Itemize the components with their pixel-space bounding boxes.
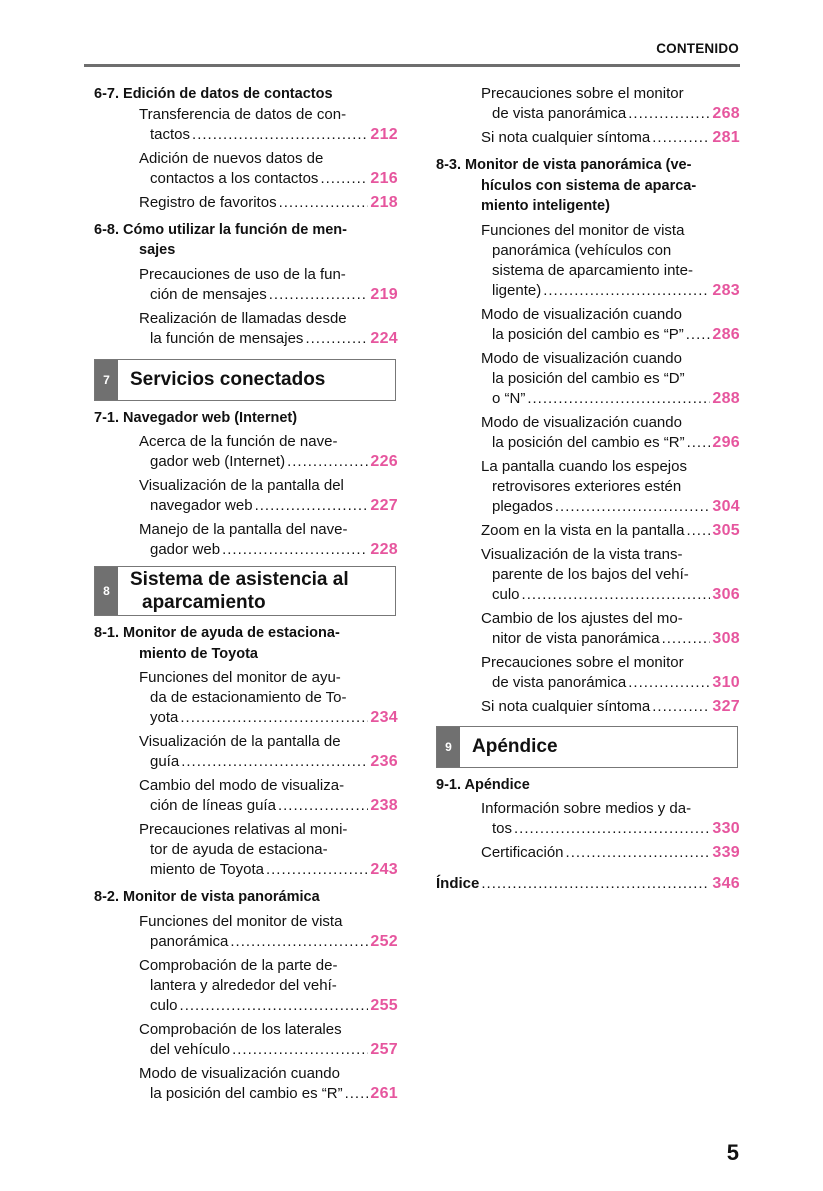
entry-text: del vehículo xyxy=(150,1040,231,1058)
section-title: Edición de datos de contactos xyxy=(123,86,333,102)
entry-text: culo xyxy=(150,996,178,1014)
leader-dots xyxy=(686,521,710,541)
page-link[interactable]: 306 xyxy=(712,585,740,603)
entry-text: lantera y alrededor del vehí- xyxy=(150,976,337,994)
chapter-banner-8[interactable] xyxy=(94,566,396,616)
entry-text: guía xyxy=(150,753,180,770)
entry-text: de vista panorámica xyxy=(492,105,627,122)
entry-text: la posición del cambio es “D” xyxy=(492,369,685,387)
chapter-number: 9 xyxy=(437,727,460,767)
entry-text: Visualización de la vista trans- xyxy=(481,545,683,563)
toc-entry[interactable] xyxy=(94,912,398,952)
entry-text: ción de líneas guía xyxy=(150,797,276,814)
section-number: 8-1. xyxy=(94,625,119,641)
toc-entry[interactable] xyxy=(436,799,740,839)
toc-entry[interactable] xyxy=(94,432,398,472)
chapter-banner-7[interactable] xyxy=(94,359,396,401)
leader-dots xyxy=(180,708,368,728)
entry-text: Transferencia de datos de con- xyxy=(139,105,347,123)
entry-text: Comprobación de los laterales xyxy=(139,1020,342,1038)
leader-dots xyxy=(543,281,710,301)
page-link[interactable]: 339 xyxy=(712,844,740,861)
chapter-number: 8 xyxy=(95,567,118,615)
section-heading-6-7[interactable] xyxy=(94,84,398,105)
entry-text: Modo de visualización cuando xyxy=(481,413,682,431)
leader-dots xyxy=(278,796,368,816)
toc-entry[interactable] xyxy=(94,956,398,1016)
leader-dots xyxy=(522,585,711,605)
entry-text: o “N” xyxy=(492,389,526,407)
entry-text: tor de ayuda de estaciona- xyxy=(150,841,328,858)
leader-dots xyxy=(287,452,368,472)
entry-text: Cambio de los ajustes del mo- xyxy=(481,609,683,627)
entry-text: ción de mensajes xyxy=(150,285,267,303)
leader-dots xyxy=(652,697,710,717)
section-heading-8-2[interactable] xyxy=(94,887,398,908)
entry-text: tos xyxy=(492,820,513,837)
leader-dots xyxy=(192,125,368,145)
chapter-title-line: Sistema de asistencia al xyxy=(130,569,349,590)
leader-dots xyxy=(652,128,710,148)
section-number: 6-7. xyxy=(94,86,119,102)
page-link[interactable]: 228 xyxy=(370,541,398,558)
entry-text: sistema de aparcamiento inte- xyxy=(492,261,693,279)
toc-left-column xyxy=(94,84,398,1104)
leader-dots xyxy=(628,104,710,124)
entry-text: panorámica xyxy=(150,932,229,950)
chapter-title: Servicios conectados xyxy=(130,369,326,390)
header-divider xyxy=(84,64,740,67)
leader-dots xyxy=(279,193,369,213)
leader-dots xyxy=(181,752,368,772)
entry-text: tactos xyxy=(150,125,191,143)
leader-dots xyxy=(555,497,711,517)
entry-text: la posición del cambio es “R” xyxy=(150,1084,343,1102)
toc-entry[interactable] xyxy=(94,193,398,213)
entry-text: Funciones del monitor de vista xyxy=(139,912,343,930)
leader-dots xyxy=(527,389,710,409)
entry-text: Visualización de la pantalla de xyxy=(139,733,341,750)
chapter-number: 7 xyxy=(95,360,118,400)
section-title-cont: miento inteligente) xyxy=(481,198,610,214)
page-link[interactable]: 236 xyxy=(370,753,398,770)
entry-text: Precauciones sobre el monitor xyxy=(481,85,684,102)
entry-text: gador web xyxy=(150,541,221,558)
toc-entry[interactable] xyxy=(94,309,398,349)
leader-dots xyxy=(230,932,368,952)
toc-entry[interactable] xyxy=(436,457,740,517)
page-link[interactable]: 268 xyxy=(712,105,740,122)
entry-text: Visualización de la pantalla del xyxy=(139,477,344,494)
page-link[interactable]: 238 xyxy=(370,797,398,814)
page-link[interactable]: 212 xyxy=(370,125,398,143)
chapter-title: Apéndice xyxy=(472,736,558,757)
entry-text: nitor de vista panorámica xyxy=(492,629,660,647)
section-title: Apéndice xyxy=(464,776,530,793)
section-title-cont: sajes xyxy=(139,242,176,258)
page-link[interactable]: 257 xyxy=(370,1040,398,1058)
toc-entry[interactable] xyxy=(436,521,740,541)
leader-dots xyxy=(686,325,711,345)
page-link[interactable]: 305 xyxy=(712,521,740,539)
page-link[interactable]: 283 xyxy=(712,281,740,299)
entry-text: Adición de nuevos datos de xyxy=(139,149,324,167)
page-link[interactable]: 216 xyxy=(370,169,398,187)
entry-text: la función de mensajes xyxy=(150,329,304,347)
leader-dots xyxy=(628,673,710,693)
toc-entry[interactable] xyxy=(436,128,740,148)
leader-dots xyxy=(514,819,710,839)
entry-text: yota xyxy=(150,709,179,726)
toc-entry[interactable] xyxy=(94,105,398,145)
page-link[interactable]: 261 xyxy=(370,1084,398,1102)
toc-entry[interactable] xyxy=(94,820,398,880)
page-link[interactable]: 255 xyxy=(370,996,398,1014)
toc-entry[interactable] xyxy=(436,305,740,345)
entry-text: la posición del cambio es “R” xyxy=(492,433,685,451)
entry-text: Si nota cualquier síntoma xyxy=(481,697,651,715)
section-heading-9-1[interactable] xyxy=(436,775,740,796)
entry-text: culo xyxy=(492,585,520,603)
toc-entry[interactable] xyxy=(436,221,740,301)
entry-text: Modo de visualización cuando xyxy=(139,1064,340,1082)
entry-text: Manejo de la pantalla del nave- xyxy=(139,521,348,538)
entry-text: Acerca de la función de nave- xyxy=(139,433,338,450)
page-link[interactable]: 327 xyxy=(712,697,740,715)
toc-right-column xyxy=(436,84,740,894)
entry-text: Modo de visualización cuando xyxy=(481,349,682,367)
section-title: Monitor de ayuda de estaciona- xyxy=(123,625,340,641)
leader-dots xyxy=(232,1040,368,1060)
toc-entry[interactable] xyxy=(436,413,740,453)
toc-entry[interactable] xyxy=(436,609,740,649)
page-link[interactable]: 281 xyxy=(712,129,740,146)
toc-entry[interactable] xyxy=(94,1064,398,1104)
page-link[interactable]: 330 xyxy=(712,820,740,837)
leader-dots xyxy=(255,496,369,516)
leader-dots xyxy=(345,1084,369,1104)
toc-entry[interactable] xyxy=(94,776,398,816)
leader-dots xyxy=(687,433,711,453)
page-link[interactable]: 304 xyxy=(712,497,740,515)
section-heading-8-1[interactable] xyxy=(94,623,398,664)
entry-text: Funciones del monitor de ayu- xyxy=(139,669,341,686)
toc-entry[interactable] xyxy=(94,520,398,560)
entry-text: La pantalla cuando los espejos xyxy=(481,457,687,475)
section-number: 9-1. xyxy=(436,776,461,793)
page-link[interactable]: 219 xyxy=(370,285,398,303)
section-number: 8-2. xyxy=(94,889,119,905)
entry-text: Registro de favoritos xyxy=(139,193,277,211)
page-link[interactable]: 310 xyxy=(712,673,740,691)
page-link[interactable]: 226 xyxy=(370,453,398,470)
entry-text: Comprobación de la parte de- xyxy=(139,956,338,974)
entry-text: Modo de visualización cuando xyxy=(481,305,682,323)
entry-text: de vista panorámica xyxy=(492,673,627,691)
leader-dots xyxy=(566,843,711,863)
toc-entry[interactable] xyxy=(436,697,740,717)
toc-entry[interactable] xyxy=(94,265,398,305)
chapter-title-line: aparcamiento xyxy=(142,592,266,613)
chapter-title xyxy=(118,567,349,615)
leader-dots xyxy=(266,860,368,880)
toc-entry[interactable] xyxy=(436,843,740,863)
index-entry[interactable] xyxy=(436,874,740,894)
page-link[interactable]: 308 xyxy=(712,629,740,647)
entry-text: Precauciones sobre el monitor xyxy=(481,653,684,671)
section-heading-7-1[interactable] xyxy=(94,408,398,429)
entry-text: navegador web xyxy=(150,497,253,514)
page-link[interactable]: 218 xyxy=(370,193,398,211)
leader-dots xyxy=(662,629,711,649)
entry-text: retrovisores exteriores estén xyxy=(492,477,682,495)
page-link[interactable]: 227 xyxy=(370,497,398,514)
toc-entry[interactable] xyxy=(436,349,740,409)
page-link[interactable]: 234 xyxy=(370,709,398,726)
entry-text: Cambio del modo de visualiza- xyxy=(139,777,345,794)
entry-text: Información sobre medios y da- xyxy=(481,800,692,817)
chapter-banner-9[interactable] xyxy=(436,726,738,768)
page-link[interactable]: 243 xyxy=(370,861,398,878)
leader-dots xyxy=(269,285,369,305)
section-title-cont: miento de Toyota xyxy=(139,645,258,662)
section-title: Monitor de vista panorámica xyxy=(123,889,320,905)
toc-entry[interactable] xyxy=(436,653,740,693)
page-link[interactable]: 252 xyxy=(370,932,398,950)
entry-text: Precauciones de uso de la fun- xyxy=(139,265,346,283)
section-number: 6-8. xyxy=(94,221,119,238)
section-number: 7-1. xyxy=(94,409,119,426)
entry-text: ligente) xyxy=(492,281,542,299)
section-title: Cómo utilizar la función de men- xyxy=(123,221,347,238)
page-header-title: CONTENIDO xyxy=(656,41,739,56)
section-heading-6-8[interactable] xyxy=(94,220,398,261)
entry-text: la posición del cambio es “P” xyxy=(492,325,684,343)
toc-entry[interactable] xyxy=(94,476,398,516)
toc-entry[interactable] xyxy=(94,1020,398,1060)
index-label: Índice xyxy=(436,875,480,892)
entry-text: miento de Toyota xyxy=(150,861,264,878)
page-link[interactable]: 286 xyxy=(712,325,740,343)
toc-entry[interactable] xyxy=(94,732,398,772)
page-link[interactable]: 224 xyxy=(370,329,398,347)
entry-text: Precauciones relativas al moni- xyxy=(139,821,348,838)
toc-entry[interactable] xyxy=(436,84,740,124)
entry-text: da de estacionamiento de To- xyxy=(150,689,347,706)
entry-text: Certificación xyxy=(481,844,564,861)
entry-text: Realización de llamadas desde xyxy=(139,309,347,327)
entry-text: Zoom en la vista en la pantalla xyxy=(481,521,685,539)
section-title: Navegador web (Internet) xyxy=(123,409,298,426)
leader-dots xyxy=(180,996,369,1016)
leader-dots xyxy=(320,169,368,189)
section-number: 8-3. xyxy=(436,157,461,173)
entry-text: gador web (Internet) xyxy=(150,453,286,470)
section-heading-8-3[interactable] xyxy=(436,155,740,217)
entry-text: contactos a los contactos xyxy=(150,169,319,187)
entry-text: panorámica (vehículos con xyxy=(492,241,672,259)
toc-entry[interactable] xyxy=(94,149,398,189)
toc-entry[interactable] xyxy=(436,545,740,605)
entry-text: Si nota cualquier síntoma xyxy=(481,129,651,146)
leader-dots xyxy=(481,874,710,894)
section-title-cont: hículos con sistema de aparca- xyxy=(481,177,697,194)
toc-entry[interactable] xyxy=(94,668,398,728)
leader-dots xyxy=(222,540,368,560)
page-number: 5 xyxy=(726,1140,739,1165)
entry-text: plegados xyxy=(492,497,553,515)
section-title: Monitor de vista panorámica (ve- xyxy=(465,157,692,173)
page-link[interactable]: 296 xyxy=(712,433,740,451)
entry-text: parente de los bajos del vehí- xyxy=(492,565,689,583)
entry-text: Funciones del monitor de vista xyxy=(481,221,685,239)
page-link[interactable]: 346 xyxy=(712,875,740,892)
leader-dots xyxy=(305,329,368,349)
page-link[interactable]: 288 xyxy=(712,389,740,407)
